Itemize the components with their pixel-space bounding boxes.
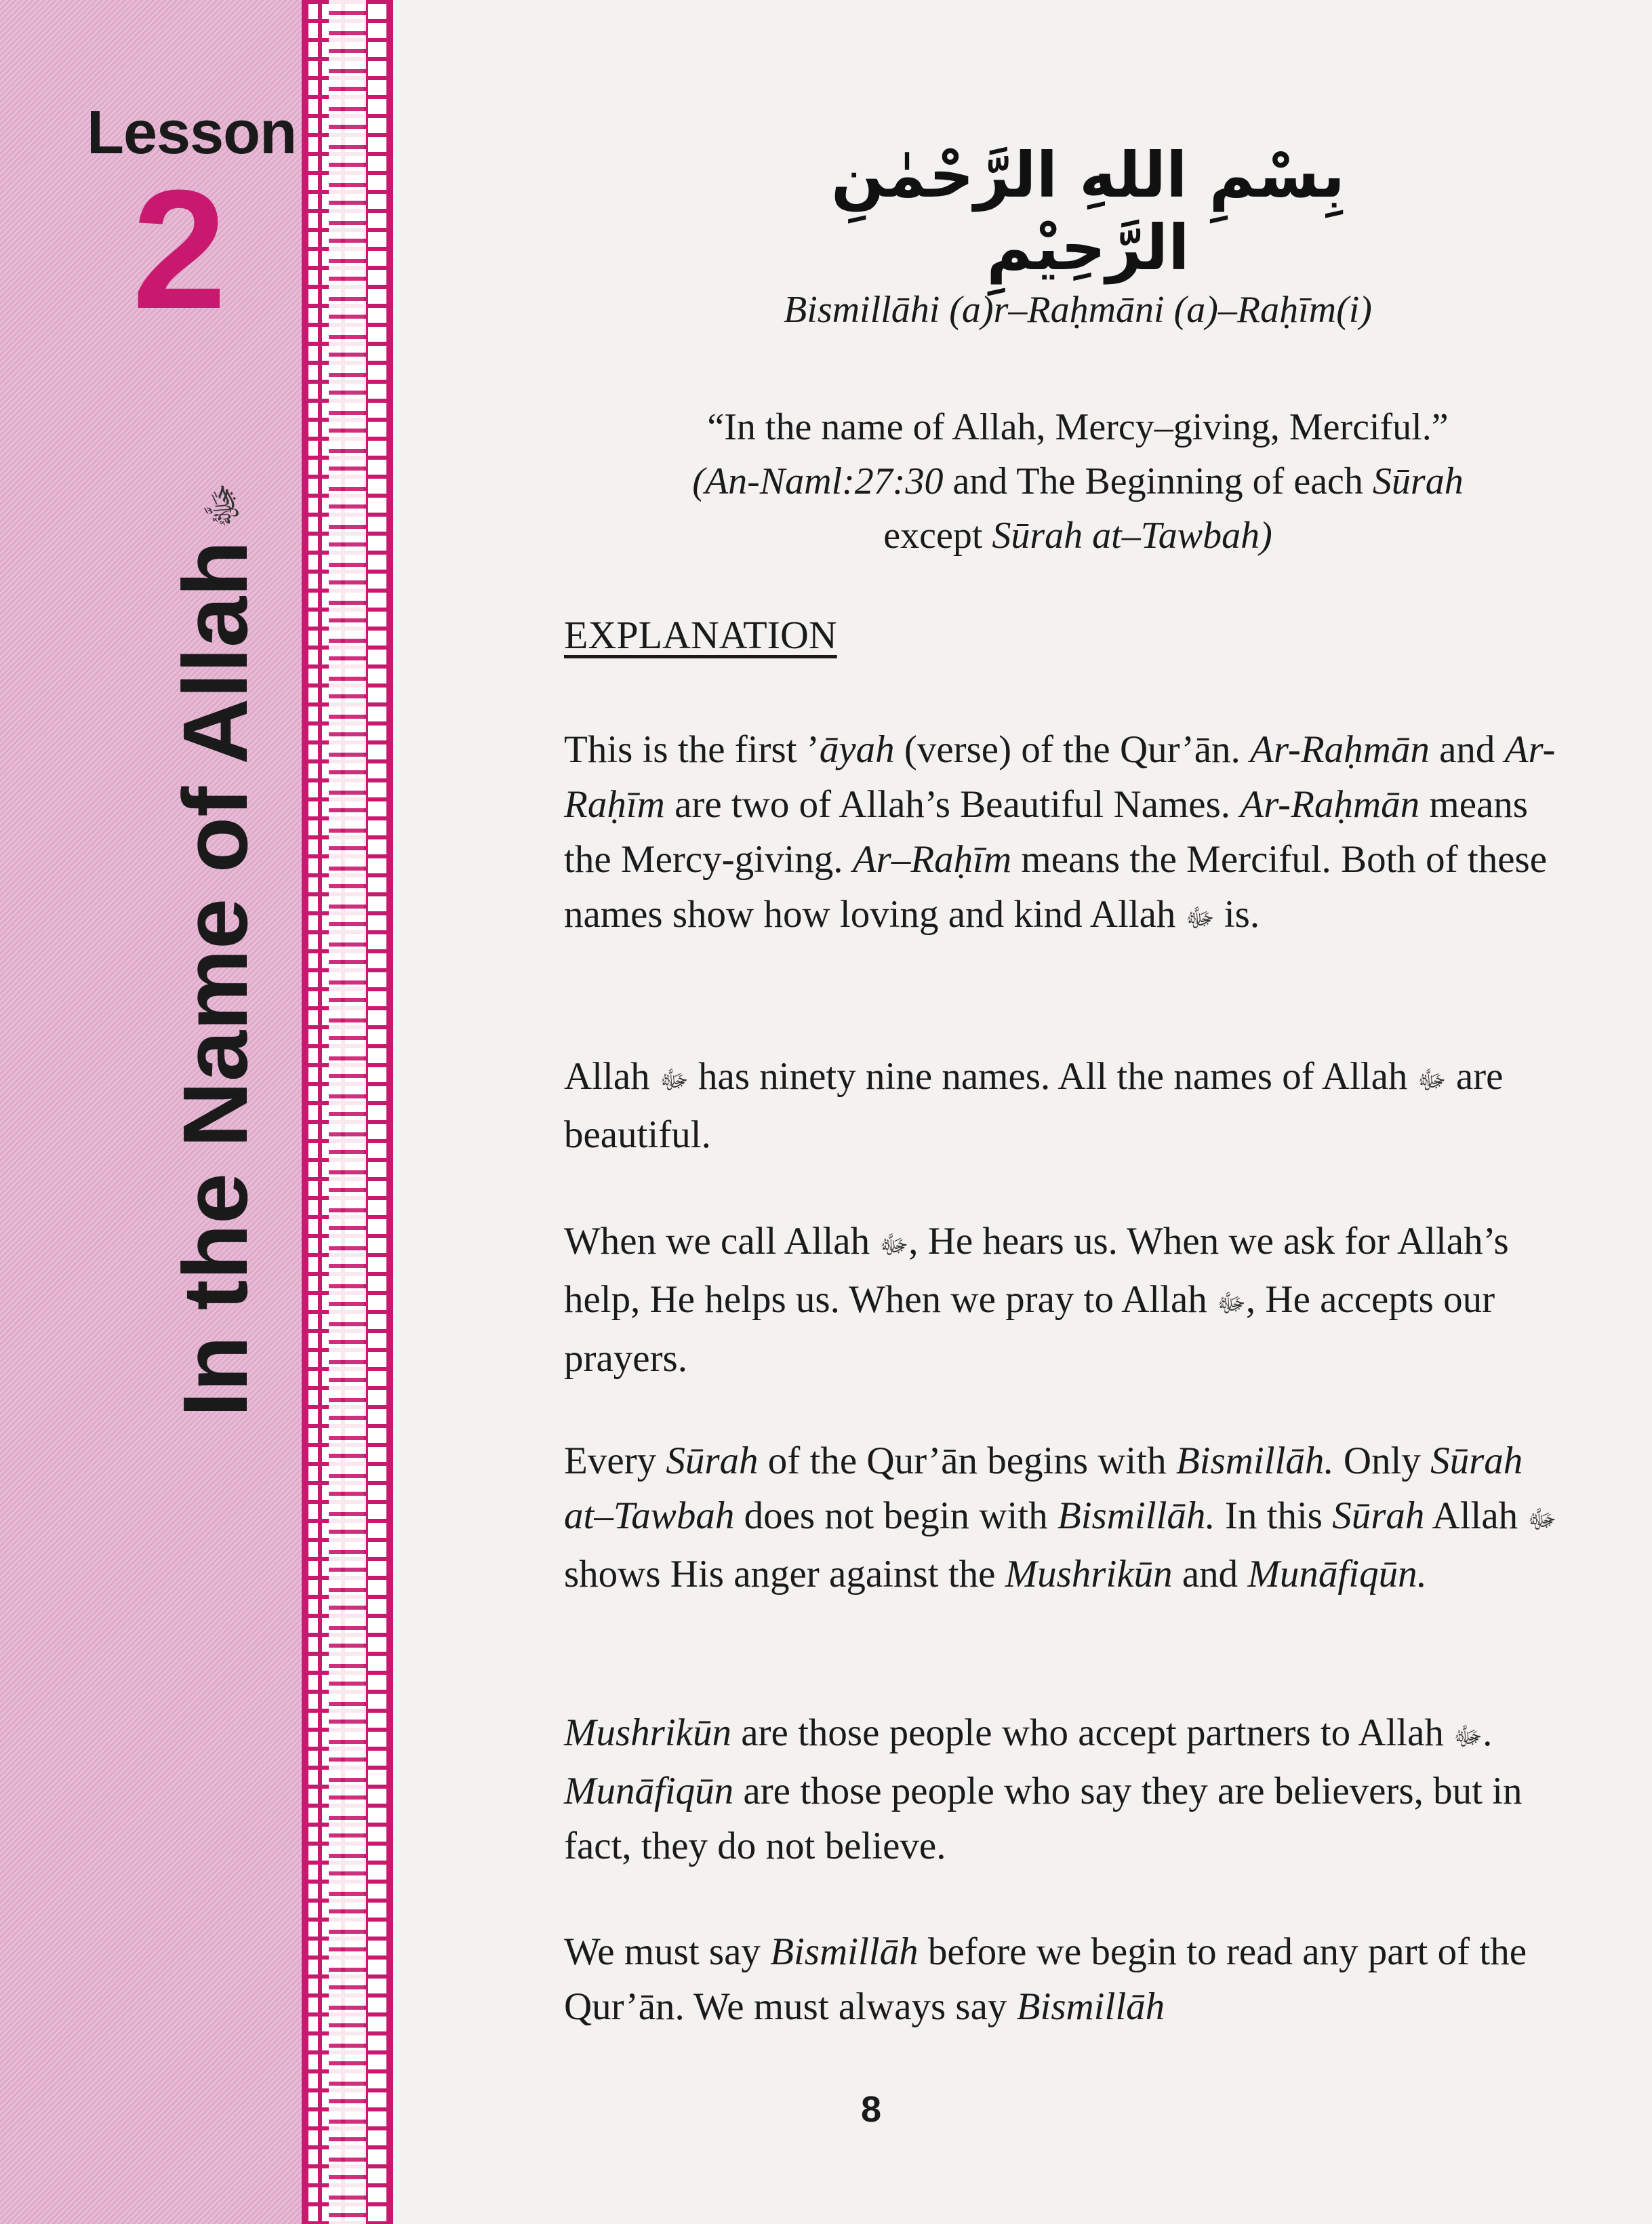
term: āyah — [819, 728, 895, 771]
term: Mushrikūn — [564, 1711, 731, 1754]
honorific-glyph: ﷻ — [1185, 902, 1215, 933]
text: has ninety nine names. All the names of Allah — [688, 1055, 1408, 1098]
text: and — [1172, 1553, 1248, 1596]
text: are those people who accept partners to Allah — [731, 1711, 1444, 1754]
text: of the Qur’ān begins with — [758, 1439, 1176, 1482]
surah-tawbah: Sūrah at–Tawbah) — [992, 515, 1272, 557]
honorific-glyph: ﷻ — [659, 1065, 689, 1095]
term: Sūrah at–Tawbah — [564, 1439, 1523, 1537]
text: This is the first ’ — [564, 728, 820, 771]
paragraph-1 — [564, 722, 1581, 945]
decorative-border-pattern — [329, 0, 366, 2224]
paragraph-6 — [564, 1924, 1581, 2034]
text: means the Merciful. Both of these names show how loving and kind Allah — [564, 838, 1548, 936]
text: shows His anger against the — [564, 1553, 1005, 1596]
reference: (An-Naml:27:30 — [692, 460, 944, 502]
term: Ar-Raḥmān — [1240, 783, 1420, 826]
text: are two of Allah’s Beautiful Names. — [664, 783, 1241, 826]
term: Bismillāh. — [1057, 1494, 1215, 1537]
paragraph-3 — [564, 1214, 1581, 1386]
text: , He accepts our prayers. — [564, 1278, 1495, 1380]
term: Bismillāh. — [1175, 1439, 1334, 1482]
translation-block — [563, 400, 1593, 563]
honorific-glyph: ﷻ — [1417, 1065, 1447, 1095]
term: Mushrikūn — [1005, 1553, 1173, 1596]
term: Ar-Raḥīm — [564, 728, 1556, 826]
paragraph-5 — [564, 1705, 1581, 1873]
term: Ar–Raḥīm — [852, 838, 1012, 881]
term: Sūrah — [1332, 1494, 1425, 1537]
text: , He hears us. When we ask for Allah’s help, He helps us. When we pray to Allah — [564, 1220, 1509, 1322]
term: Bismillāh — [1016, 1985, 1165, 2028]
text: is. — [1214, 893, 1260, 936]
term: Bismillāh — [770, 1930, 919, 1973]
term: Ar-Raḥmān — [1250, 728, 1430, 771]
text: Only — [1333, 1439, 1431, 1482]
except-word: except — [883, 515, 992, 557]
term: Munāfiqūn. — [1247, 1553, 1427, 1596]
honorific-glyph: ﷻ — [1527, 1504, 1557, 1534]
text: before we begin to read any part of the Qur’ān. We must always say — [564, 1930, 1527, 2028]
lesson-title — [164, 482, 266, 1417]
transliteration: Bismillāhi (a)r–Raḥmāni (a)–Raḥīm(i) — [784, 289, 1372, 331]
paragraph-2 — [564, 1049, 1581, 1162]
lesson-label: Lesson — [87, 99, 297, 167]
text: We must say — [564, 1930, 771, 1973]
text: . — [1483, 1711, 1493, 1754]
lesson-sidebar — [0, 0, 302, 2224]
translation-line-1: “In the name of Allah, Mercy–giving, Merciful.” — [707, 406, 1449, 448]
honorific-glyph: ﷻ — [199, 482, 247, 529]
text: and — [1429, 728, 1505, 771]
honorific-glyph: ﷻ — [1453, 1721, 1483, 1751]
lesson-title-text: In the Name of Allah — [164, 540, 266, 1417]
bismillah-arabic: بِسْمِ اللهِ الرَّحْمٰنِ الرَّحِيْمِ — [831, 139, 1345, 284]
text: Allah — [1424, 1494, 1518, 1537]
text: When we call Allah — [564, 1220, 870, 1263]
text: Every — [564, 1439, 666, 1482]
translation-line-3 — [563, 509, 1593, 563]
surah-word: Sūrah — [1372, 460, 1464, 502]
text: does not begin with — [734, 1494, 1057, 1537]
paragraph-4 — [564, 1433, 1581, 1602]
lesson-number: 2 — [132, 155, 227, 344]
translation-line-2 — [563, 454, 1593, 509]
page-number: 8 — [861, 2089, 882, 2130]
honorific-glyph: ﷻ — [1217, 1288, 1246, 1318]
text: In this — [1215, 1494, 1333, 1537]
text: are those people who say they are believers, but in fact, they do not believe. — [564, 1770, 1523, 1868]
explanation-heading: EXPLANATION — [564, 613, 837, 657]
text: Allah — [564, 1055, 650, 1098]
text: (verse) of the Qur’ān. — [894, 728, 1250, 771]
decorative-border — [302, 0, 393, 2224]
term: Sūrah — [666, 1439, 759, 1482]
text: means the Mercy-giving. — [564, 783, 1528, 881]
text: are beautiful. — [564, 1055, 1504, 1157]
translation-mid: and The Beginning of each — [943, 460, 1373, 502]
honorific-glyph: ﷻ — [879, 1229, 909, 1260]
term: Munāfiqūn — [564, 1770, 734, 1813]
